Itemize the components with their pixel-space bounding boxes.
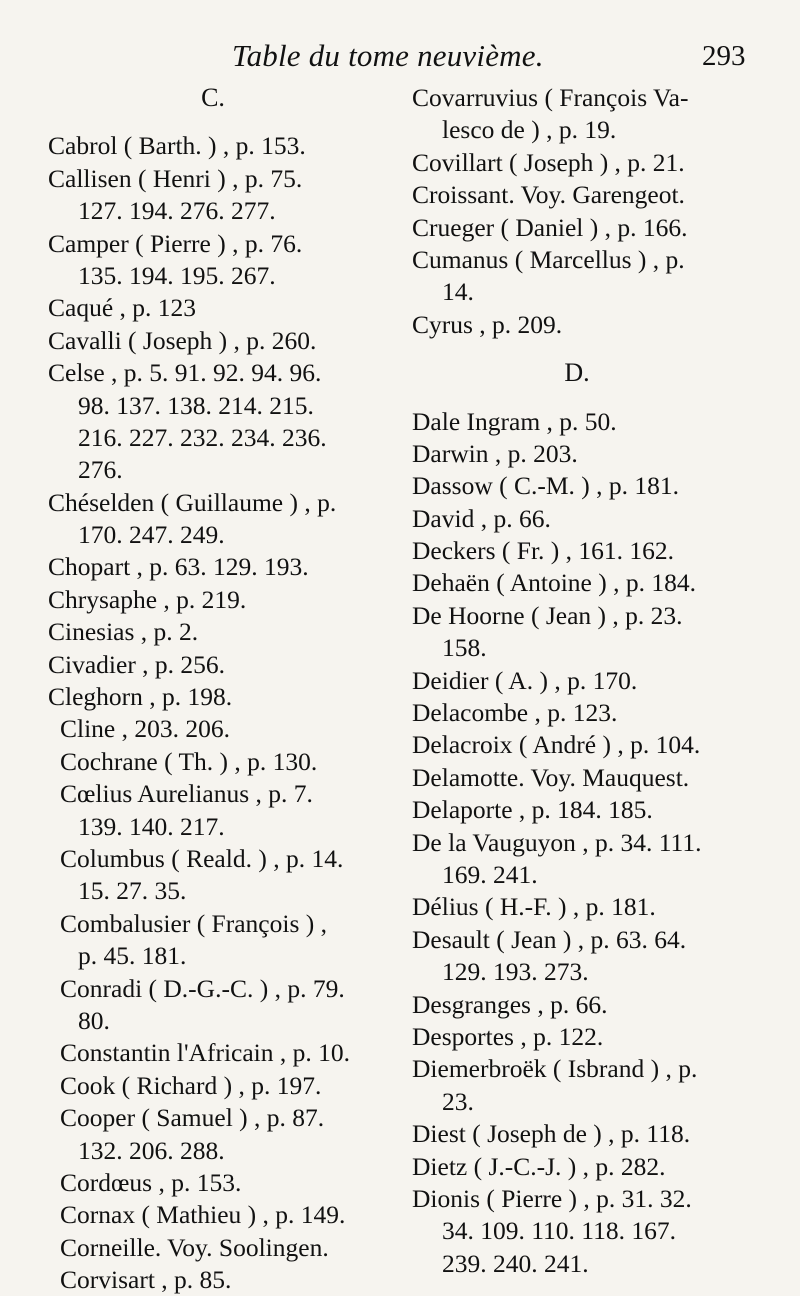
- index-entry-continuation: 139. 140. 217.: [78, 811, 225, 841]
- index-entry: Celse , p. 5. 91. 92. 94. 96.: [48, 358, 322, 388]
- right-column: [412, 82, 764, 1280]
- index-entry-continuation: 132. 206. 288.: [78, 1135, 225, 1165]
- index-entry: Cœlius Aurelianus , p. 7.: [60, 779, 313, 809]
- index-entry: Cyrus , p. 209.: [412, 309, 563, 339]
- index-entry: Cooper ( Samuel ) , p. 87.: [60, 1103, 325, 1133]
- index-entry-continuation: 129. 193. 273.: [442, 957, 589, 987]
- index-entry: Dietz ( J.-C.-J. ) , p. 282.: [412, 1151, 666, 1181]
- index-entry-continuation: 80.: [78, 1005, 110, 1035]
- index-entry: Covillart ( Joseph ) , p. 21.: [412, 147, 685, 177]
- index-entry: Desportes , p. 122.: [412, 1021, 604, 1051]
- index-entry: Deckers ( Fr. ) , 161. 162.: [412, 536, 675, 566]
- index-entry: Camper ( Pierre ) , p. 76.: [48, 228, 303, 258]
- index-entry-continuation: 239. 240. 241.: [442, 1248, 589, 1278]
- index-entry: Civadier , p. 256.: [48, 649, 226, 679]
- index-entry-continuation: lesco de ) , p. 19.: [442, 115, 617, 145]
- index-entry-continuation: 15. 27. 35.: [78, 876, 187, 906]
- running-head: [0, 38, 800, 78]
- index-entry: Diest ( Joseph de ) , p. 118.: [412, 1119, 691, 1149]
- index-entry: Dassow ( C.-M. ) , p. 181.: [412, 471, 680, 501]
- index-entry-continuation: 276.: [78, 455, 123, 485]
- index-entry: De Hoorne ( Jean ) , p. 23.: [412, 600, 683, 630]
- index-entry: Cornax ( Mathieu ) , p. 149.: [60, 1200, 346, 1230]
- index-entry: Corneille. Voy. Soolingen.: [60, 1232, 329, 1262]
- index-entry-continuation: 98. 137. 138. 214. 215.: [78, 390, 314, 420]
- index-entry-continuation: 14.: [442, 277, 474, 307]
- index-entry: Chopart , p. 63. 129. 193.: [48, 552, 309, 582]
- index-entry: Caqué , p. 123: [48, 293, 197, 323]
- index-entry: Chrysaphe , p. 219.: [48, 584, 247, 614]
- page-number: 293: [702, 40, 746, 72]
- index-entry: Crueger ( Daniel ) , p. 166.: [412, 212, 688, 242]
- index-entry: Delaporte , p. 184. 185.: [412, 795, 653, 825]
- index-entry: Desault ( Jean ) , p. 63. 64.: [412, 924, 687, 954]
- index-entry: Columbus ( Reald. ) , p. 14.: [60, 843, 344, 873]
- index-entry: Callisen ( Henri ) , p. 75.: [48, 163, 303, 193]
- index-entry-continuation: 34. 109. 110. 118. 167.: [442, 1216, 676, 1246]
- index-entry-continuation: 216. 227. 232. 234. 236.: [78, 422, 327, 452]
- index-entry-continuation: 169. 241.: [442, 859, 538, 889]
- index-entry: Corvisart , p. 85.: [60, 1265, 232, 1295]
- running-title: Table du tome neuvième.: [232, 38, 544, 73]
- index-entry: Chéselden ( Guillaume ) , p.: [48, 487, 337, 517]
- index-entry: Desgranges , p. 66.: [412, 989, 608, 1019]
- index-entry: Constantin l'Africain , p. 10.: [60, 1038, 351, 1068]
- letter-heading-d: D.: [564, 358, 590, 388]
- letter-heading-c: C.: [201, 83, 225, 112]
- index-entry: Delacroix ( André ) , p. 104.: [412, 730, 701, 760]
- index-entry: Deidier ( A. ) , p. 170.: [412, 665, 638, 695]
- index-entry: Cavalli ( Joseph ) , p. 260.: [48, 325, 317, 355]
- index-entry: Délius ( H.-F. ) , p. 181.: [412, 892, 656, 922]
- index-entry: Diemerbroëk ( Isbrand ) , p.: [412, 1054, 698, 1084]
- index-entry: Cabrol ( Barth. ) , p. 153.: [48, 131, 306, 161]
- index-entry: Cook ( Richard ) , p. 197.: [60, 1070, 322, 1100]
- index-entry: Delamotte. Voy. Mauquest.: [412, 762, 690, 792]
- index-entry: De la Vauguyon , p. 34. 111.: [412, 827, 702, 857]
- index-entry: Cinesias , p. 2.: [48, 617, 199, 647]
- index-entry: Conradi ( D.-G.-C. ) , p. 79.: [60, 973, 345, 1003]
- index-entry-continuation: 135. 194. 195. 267.: [78, 260, 276, 290]
- index-entry-continuation: 23.: [442, 1086, 474, 1116]
- index-entry: Covarruvius ( François Va-: [412, 83, 689, 112]
- index-entry: Cleghorn , p. 198.: [48, 682, 233, 712]
- index-entry: Croissant. Voy. Garengeot.: [412, 180, 685, 210]
- index-entry: Cordœus , p. 153.: [60, 1167, 242, 1197]
- index-entry-continuation: 170. 247. 249.: [78, 520, 225, 550]
- index-entry-continuation: p. 45. 181.: [78, 941, 187, 971]
- index-entry: Combalusier ( François ) ,: [60, 908, 327, 938]
- index-entry: Darwin , p. 203.: [412, 438, 578, 468]
- index-entry: Dionis ( Pierre ) , p. 31. 32.: [412, 1183, 692, 1213]
- index-entry: Cumanus ( Marcellus ) , p.: [412, 244, 685, 274]
- index-entry-continuation: 158.: [442, 633, 487, 663]
- index-entry: David , p. 66.: [412, 503, 551, 533]
- index-entry: Delacombe , p. 123.: [412, 698, 618, 728]
- index-entry: Cochrane ( Th. ) , p. 130.: [60, 746, 318, 776]
- left-column: [48, 82, 400, 1296]
- index-entry: Cline , 203. 206.: [60, 714, 230, 744]
- index-entry: Dale Ingram , p. 50.: [412, 406, 617, 436]
- index-entry-continuation: 127. 194. 276. 277.: [78, 196, 276, 226]
- index-entry: Dehaën ( Antoine ) , p. 184.: [412, 568, 696, 598]
